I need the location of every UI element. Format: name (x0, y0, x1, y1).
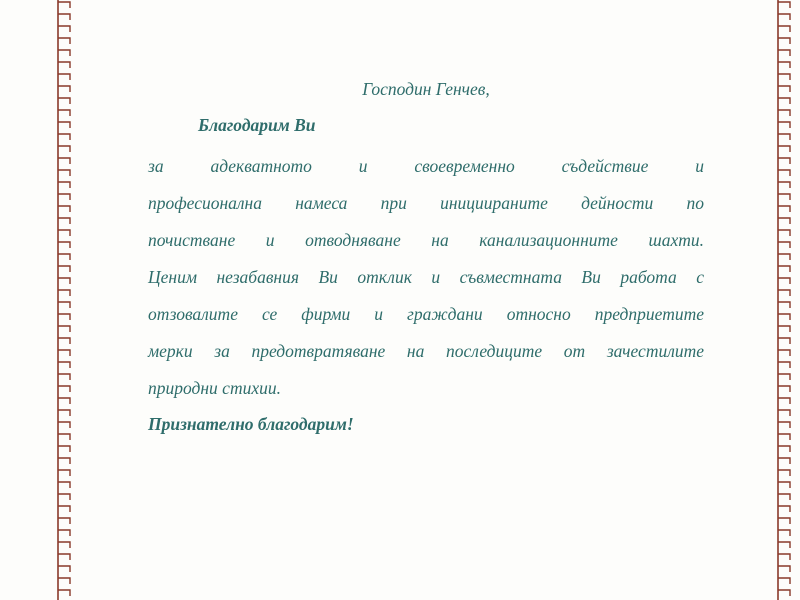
border-tooth (778, 554, 790, 560)
border-tooth (778, 218, 790, 224)
border-tooth (58, 470, 70, 476)
border-tooth (778, 38, 790, 44)
border-tooth (778, 170, 790, 176)
border-tooth (58, 542, 70, 548)
border-tooth (58, 122, 70, 128)
border-tooth (778, 494, 790, 500)
border-tooth (58, 194, 70, 200)
border-tooth (778, 182, 790, 188)
border-tooth (778, 278, 790, 284)
border-tooth (778, 254, 790, 260)
border-tooth (778, 590, 790, 596)
border-tooth (778, 530, 790, 536)
border-tooth (778, 74, 790, 80)
border-tooth (778, 266, 790, 272)
border-tooth (778, 122, 790, 128)
border-tooth (778, 542, 790, 548)
border-tooth (58, 14, 70, 20)
border-tooth (58, 146, 70, 152)
border-tooth (778, 398, 790, 404)
border-tooth (58, 326, 70, 332)
border-tooth (58, 26, 70, 32)
border-tooth (58, 590, 70, 596)
border-tooth (58, 386, 70, 392)
border-tooth (778, 194, 790, 200)
border-tooth (58, 74, 70, 80)
border-tooth (58, 362, 70, 368)
border-tooth (58, 206, 70, 212)
border-tooth (778, 506, 790, 512)
border-tooth (58, 446, 70, 452)
border-tooth (58, 290, 70, 296)
border-tooth (58, 110, 70, 116)
border-tooth (58, 278, 70, 284)
border-tooth (58, 170, 70, 176)
border-tooth (58, 2, 70, 8)
paragraph-line: природни стихии. (148, 378, 281, 398)
border-tooth (58, 62, 70, 68)
border-tooth (778, 470, 790, 476)
border-tooth (58, 506, 70, 512)
border-tooth (778, 158, 790, 164)
border-tooth (778, 290, 790, 296)
border-tooth (58, 410, 70, 416)
border-tooth (778, 566, 790, 572)
border-tooth (778, 350, 790, 356)
border-tooth (58, 554, 70, 560)
border-tooth (58, 482, 70, 488)
border-tooth (58, 38, 70, 44)
thanks-heading: Благодарим Ви (198, 115, 316, 135)
letter-paragraph (148, 148, 704, 407)
border-tooth (778, 230, 790, 236)
border-tooth (778, 482, 790, 488)
border-tooth (58, 98, 70, 104)
border-tooth (58, 50, 70, 56)
border-tooth (778, 302, 790, 308)
closing-line: Признателно благодарим! (148, 414, 354, 434)
paragraph-line: Ценим незабавния Ви отклик и съвместната Ви работа с (148, 267, 704, 287)
border-tooth (778, 146, 790, 152)
border-tooth (58, 218, 70, 224)
border-tooth (58, 338, 70, 344)
letter-body (148, 78, 704, 435)
border-tooth (58, 314, 70, 320)
border-tooth (778, 98, 790, 104)
border-tooth (778, 446, 790, 452)
border-tooth (778, 134, 790, 140)
border-tooth (778, 26, 790, 32)
border-tooth (778, 434, 790, 440)
border-tooth (58, 254, 70, 260)
border-tooth (58, 434, 70, 440)
border-tooth (778, 2, 790, 8)
border-tooth (778, 338, 790, 344)
border-tooth (58, 578, 70, 584)
border-tooth (58, 158, 70, 164)
border-tooth (778, 14, 790, 20)
paragraph-line: почистване и отводняване на канализационните шахти. (148, 230, 704, 250)
border-tooth (58, 518, 70, 524)
border-tooth (778, 326, 790, 332)
greeting: Господин Генчев, (362, 79, 490, 99)
border-tooth (778, 314, 790, 320)
border-tooth (778, 86, 790, 92)
border-tooth (778, 362, 790, 368)
border-tooth (778, 110, 790, 116)
border-tooth (58, 530, 70, 536)
border-tooth (58, 242, 70, 248)
paragraph-line: отзовалите се фирми и граждани относно предприетите (148, 304, 704, 324)
border-tooth (58, 374, 70, 380)
border-tooth (58, 230, 70, 236)
decorative-border-left (48, 0, 74, 600)
border-tooth (778, 50, 790, 56)
border-tooth (58, 182, 70, 188)
border-tooth (778, 578, 790, 584)
border-tooth (778, 422, 790, 428)
border-tooth (58, 134, 70, 140)
paragraph-line: професионална намеса при инициираните дейности по (148, 193, 704, 213)
border-tooth (778, 374, 790, 380)
border-tooth (58, 302, 70, 308)
border-tooth (58, 422, 70, 428)
border-tooth (778, 518, 790, 524)
border-tooth (58, 266, 70, 272)
border-tooth (778, 410, 790, 416)
border-tooth (58, 398, 70, 404)
border-tooth (778, 62, 790, 68)
border-tooth (58, 566, 70, 572)
border-tooth (778, 458, 790, 464)
border-tooth (58, 350, 70, 356)
border-tooth (58, 494, 70, 500)
paragraph-line: мерки за предотвратяване на последиците от зачестилите (148, 341, 704, 361)
border-tooth (778, 206, 790, 212)
paragraph-line: за адекватното и своевременно съдействие и (148, 156, 704, 176)
border-tooth (778, 386, 790, 392)
border-tooth (778, 242, 790, 248)
decorative-border-right (768, 0, 794, 600)
border-tooth (58, 86, 70, 92)
border-tooth (58, 458, 70, 464)
